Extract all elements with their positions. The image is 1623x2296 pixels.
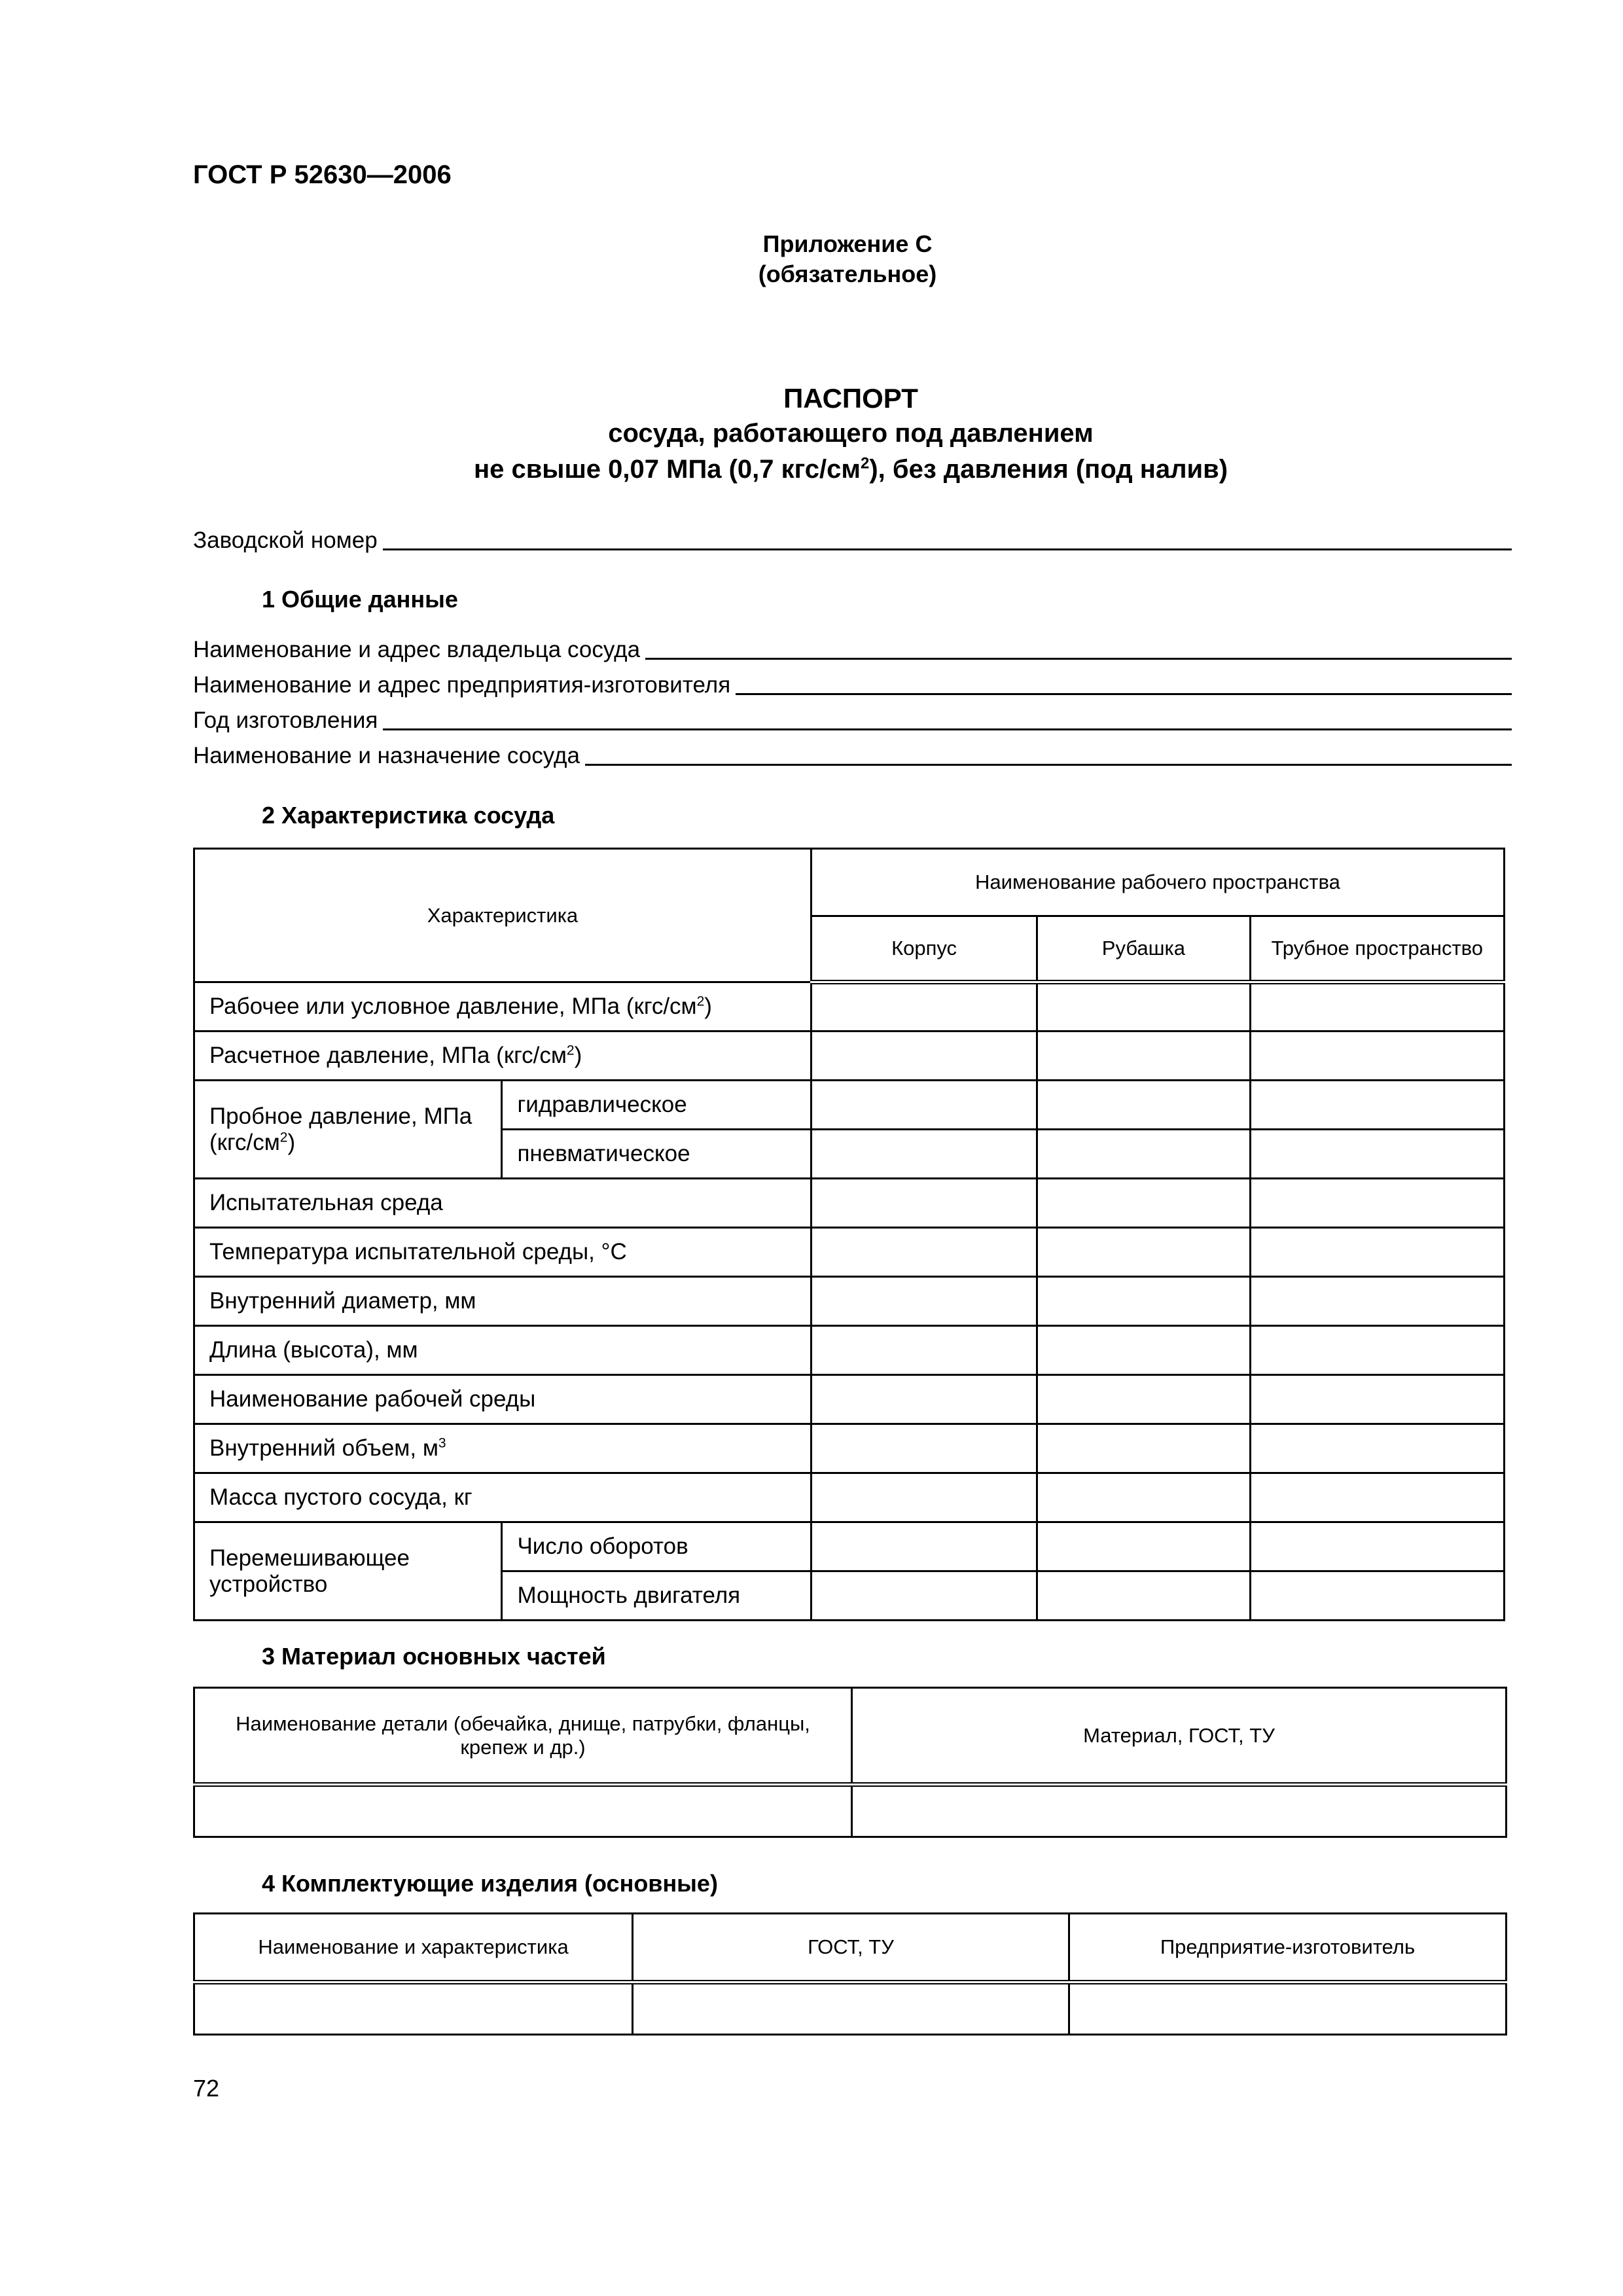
cell-tube-space[interactable] <box>1250 1571 1504 1621</box>
row-label-test-temperature: Температура испытательной среды, °С <box>194 1228 812 1277</box>
cell-body[interactable] <box>811 1375 1037 1424</box>
section-general-title: 1 Общие данные <box>262 586 458 613</box>
cell-jacket[interactable] <box>1037 982 1250 1031</box>
cell-part-name[interactable] <box>194 1785 852 1837</box>
calc-pressure-paren: ) <box>574 1043 582 1068</box>
year-field[interactable] <box>193 699 1512 732</box>
cell-tube-space[interactable] <box>1250 1326 1504 1375</box>
components-table <box>193 1912 1507 2036</box>
table-row <box>194 1473 1505 1522</box>
materials-table <box>193 1687 1507 1838</box>
table-row <box>194 1424 1505 1473</box>
header-component-gost: ГОСТ, ТУ <box>633 1914 1069 1982</box>
cell-jacket[interactable] <box>1037 1473 1250 1522</box>
subtitle-superscript: 2 <box>860 454 870 473</box>
serial-number-field[interactable] <box>193 519 1512 552</box>
document-title: ПАСПОРТ <box>783 383 918 414</box>
row-label-calc-pressure <box>194 1031 812 1081</box>
table-row <box>194 1277 1505 1326</box>
cell-jacket[interactable] <box>1037 1522 1250 1571</box>
cell-tube-space[interactable] <box>1250 1277 1504 1326</box>
working-pressure-sup: 2 <box>696 994 705 1009</box>
appendix-status: (обязательное) <box>758 260 937 287</box>
cell-body[interactable] <box>811 1228 1037 1277</box>
table-row <box>194 1982 1507 2035</box>
section-characteristics-title: 2 Характеристика сосуда <box>262 802 555 829</box>
appendix-label: Приложение С <box>762 230 933 257</box>
manufacturer-field[interactable] <box>193 664 1512 696</box>
test-pressure-text: Пробное давление, МПа (кгс/см <box>209 1103 473 1155</box>
cell-tube-space[interactable] <box>1250 1228 1504 1277</box>
test-pressure-paren: ) <box>287 1129 296 1155</box>
gost-code: ГОСТ Р 52630—2006 <box>193 160 452 189</box>
row-label-test-pressure <box>194 1081 502 1179</box>
working-pressure-paren: ) <box>704 994 712 1019</box>
cell-body[interactable] <box>811 1522 1037 1571</box>
subtitle-text-post: ), без давления (под налив) <box>869 455 1228 484</box>
characteristics-table <box>193 848 1505 1621</box>
document-subtitle: сосуда, работающего под давлением <box>608 419 1094 448</box>
serial-number-line[interactable] <box>383 548 1512 550</box>
cell-body[interactable] <box>811 1031 1037 1081</box>
row-label-inner-volume <box>194 1424 812 1473</box>
section-materials-title: 3 Материал основных частей <box>262 1643 606 1670</box>
column-header-tube-space: Трубное пространство <box>1250 916 1504 982</box>
vessel-purpose-label: Наименование и назначение сосуда <box>193 743 580 768</box>
table-row <box>194 1326 1505 1375</box>
cell-jacket[interactable] <box>1037 1326 1250 1375</box>
calc-pressure-text: Расчетное давление, МПа (кгс/см <box>209 1043 567 1068</box>
inner-volume-sup: 3 <box>438 1435 446 1451</box>
row-label-empty-mass: Масса пустого сосуда, кг <box>194 1473 812 1522</box>
cell-jacket[interactable] <box>1037 1081 1250 1130</box>
row-label-pneumatic: пневматическое <box>502 1130 811 1179</box>
owner-field[interactable] <box>193 628 1512 661</box>
cell-tube-space[interactable] <box>1250 1473 1504 1522</box>
test-pressure-sup: 2 <box>279 1129 288 1145</box>
row-label-mixer: Перемешивающее устройство <box>194 1522 502 1621</box>
cell-jacket[interactable] <box>1037 1424 1250 1473</box>
column-header-jacket: Рубашка <box>1037 916 1250 982</box>
cell-body[interactable] <box>811 1424 1037 1473</box>
cell-tube-space[interactable] <box>1250 1031 1504 1081</box>
row-label-test-medium: Испытательная среда <box>194 1179 812 1228</box>
cell-jacket[interactable] <box>1037 1179 1250 1228</box>
row-label-hydraulic: гидравлическое <box>502 1081 811 1130</box>
manufacturer-line[interactable] <box>736 693 1512 695</box>
header-component-maker: Предприятие-изготовитель <box>1069 1914 1507 1982</box>
year-line[interactable] <box>383 728 1512 730</box>
cell-tube-space[interactable] <box>1250 1424 1504 1473</box>
cell-tube-space[interactable] <box>1250 1522 1504 1571</box>
cell-component-name[interactable] <box>194 1982 633 2035</box>
cell-tube-space[interactable] <box>1250 1375 1504 1424</box>
serial-number-label: Заводской номер <box>193 528 378 553</box>
table-row <box>194 1375 1505 1424</box>
section-components-title: 4 Комплектующие изделия (основные) <box>262 1870 718 1897</box>
owner-line[interactable] <box>645 658 1512 660</box>
table-row <box>194 1785 1507 1837</box>
cell-jacket[interactable] <box>1037 1228 1250 1277</box>
header-part-name: Наименование детали (обечайка, днище, патрубки, фланцы, крепеж и др.) <box>194 1688 852 1785</box>
cell-material[interactable] <box>852 1785 1507 1837</box>
cell-body[interactable] <box>811 1326 1037 1375</box>
year-label: Год изготовления <box>193 708 378 733</box>
calc-pressure-sup: 2 <box>566 1043 575 1058</box>
row-label-working-pressure <box>194 982 812 1031</box>
header-component-name: Наименование и характеристика <box>194 1914 633 1982</box>
table-row <box>194 1031 1505 1081</box>
page-number: 72 <box>193 2075 220 2102</box>
table-row <box>194 1228 1505 1277</box>
cell-body[interactable] <box>811 1473 1037 1522</box>
row-label-inner-diameter: Внутренний диаметр, мм <box>194 1277 812 1326</box>
owner-label: Наименование и адрес владельца сосуда <box>193 637 641 662</box>
header-material: Материал, ГОСТ, ТУ <box>852 1688 1507 1785</box>
subtitle-text-pre: не свыше 0,07 МПа (0,7 кгс/см <box>473 455 861 484</box>
cell-component-gost[interactable] <box>633 1982 1069 2035</box>
cell-tube-space[interactable] <box>1250 1130 1504 1179</box>
cell-body[interactable] <box>811 982 1037 1031</box>
column-header-body: Корпус <box>811 916 1037 982</box>
cell-jacket[interactable] <box>1037 1571 1250 1621</box>
cell-jacket[interactable] <box>1037 1031 1250 1081</box>
working-pressure-text: Рабочее или условное давление, МПа (кгс/см <box>209 994 697 1019</box>
vessel-purpose-field[interactable] <box>193 734 1512 767</box>
document-subtitle-pressure <box>393 455 1309 484</box>
cell-jacket[interactable] <box>1037 1130 1250 1179</box>
row-label-length: Длина (высота), мм <box>194 1326 812 1375</box>
cell-body[interactable] <box>811 1081 1037 1130</box>
cell-jacket[interactable] <box>1037 1375 1250 1424</box>
cell-body[interactable] <box>811 1571 1037 1621</box>
table-row <box>194 1081 1505 1130</box>
cell-component-maker[interactable] <box>1069 1982 1507 2035</box>
inner-volume-text: Внутренний объем, м <box>209 1435 438 1461</box>
cell-tube-space[interactable] <box>1250 1081 1504 1130</box>
cell-body[interactable] <box>811 1130 1037 1179</box>
cell-body[interactable] <box>811 1179 1037 1228</box>
vessel-purpose-line[interactable] <box>585 764 1512 766</box>
table-row <box>194 1179 1505 1228</box>
cell-jacket[interactable] <box>1037 1277 1250 1326</box>
manufacturer-label: Наименование и адрес предприятия-изготовителя <box>193 672 731 698</box>
cell-tube-space[interactable] <box>1250 1179 1504 1228</box>
row-label-mixer-rpm: Число оборотов <box>502 1522 811 1571</box>
cell-tube-space[interactable] <box>1250 982 1504 1031</box>
table-row <box>194 1522 1505 1571</box>
row-label-mixer-power: Мощность двигателя <box>502 1571 811 1621</box>
header-characteristic: Характеристика <box>194 849 812 982</box>
header-workspace: Наименование рабочего пространства <box>811 849 1504 916</box>
row-label-working-medium: Наименование рабочей среды <box>194 1375 812 1424</box>
cell-body[interactable] <box>811 1277 1037 1326</box>
table-row <box>194 982 1505 1031</box>
